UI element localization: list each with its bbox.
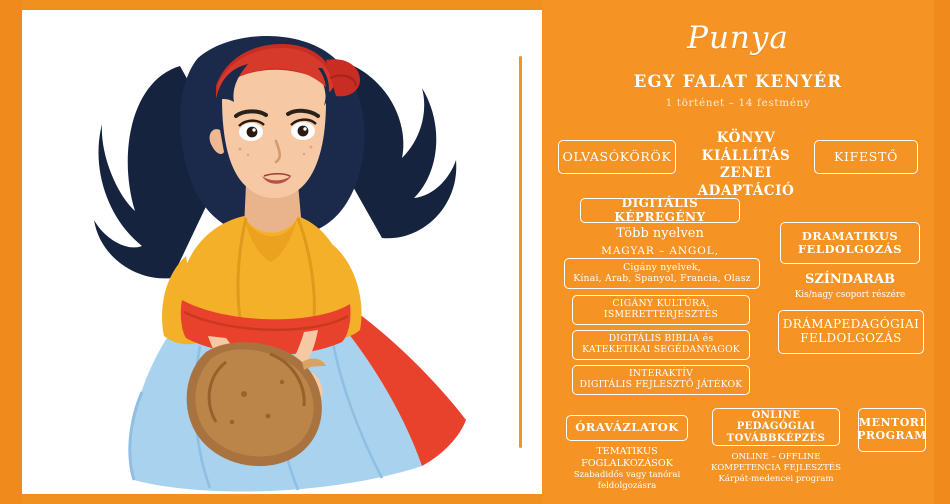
header-center-line1: KÖNYV: [716, 130, 776, 146]
dramatikus-line2: FELDOLGOZÁS: [797, 242, 903, 256]
header-center-group: [680, 130, 812, 200]
label-szindarab: SZÍNDARAB: [804, 272, 896, 287]
online-sub-line1: ONLINE – OFFLINE: [731, 452, 821, 462]
button-dramapedagogiai-feldolgozas[interactable]: [778, 310, 924, 354]
vertical-divider: [519, 56, 522, 448]
dramapedagogiai-line2: FELDOLGOZÁS: [800, 331, 902, 345]
header-center-line3: ZENEI ADAPTÁCIÓ: [697, 165, 795, 199]
cigany-nyelvek-line2: Kínai, Arab, Spanyol, Francia, Olasz: [573, 272, 751, 284]
interaktiv-line1: INTERAKTÍV: [628, 368, 694, 380]
button-digitalis-kepregeny[interactable]: DIGITÁLIS KÉPREGÉNY: [580, 198, 740, 223]
header-center-line2: KIÁLLÍTÁS: [701, 147, 791, 164]
online-sub-line3: Kárpát-medencei program: [718, 474, 834, 485]
label-tobb-nyelven: Több nyelven: [616, 226, 704, 241]
label-magyar-angol: MAGYAR – ANGOL,: [601, 245, 719, 257]
dramapedagogiai-line1: DRÁMAPEDAGÓGIAI: [782, 317, 920, 332]
cigany-kultura-line1: CIGÁNY KULTÚRA,: [612, 298, 710, 310]
frame-left: [0, 0, 22, 504]
button-digitalis-biblia[interactable]: [572, 330, 750, 360]
dramatikus-line1: DRAMATIKUS: [801, 228, 899, 243]
button-online-pedagogiai-tovabbkepzes[interactable]: [712, 408, 840, 446]
mentori-line2: PROGRAM: [857, 429, 927, 442]
label-tematikus-foglalkozasok: [556, 446, 698, 471]
label-szabadidos: [552, 470, 702, 492]
panel-subtitle-secondary: 1 történet – 14 festmény: [665, 97, 811, 109]
biblia-line2: KATEKETIKAI SEGÉDANYAGOK: [582, 344, 740, 355]
info-panel: [542, 0, 934, 504]
tematikus-line2: FOGLALKOZÁSOK: [581, 458, 673, 470]
illustration-girl-with-bread: [30, 6, 510, 498]
szabadidos-line2: feldolgozásra: [597, 481, 657, 492]
online-line2: PEDAGÓGIAI: [736, 421, 816, 433]
cigany-nyelvek-line1: Cigány nyelvek,: [623, 261, 701, 273]
button-mentori-program[interactable]: [858, 408, 926, 452]
szabadidos-line1: Szabadidős vagy tanórai: [573, 470, 681, 480]
online-line1: ONLINE: [751, 409, 801, 421]
label-online-sub: [704, 452, 848, 486]
online-line3: TOVÁBBKÉPZÉS: [726, 432, 826, 444]
button-interaktiv-jatekok[interactable]: [572, 365, 750, 395]
button-cigany-kultura[interactable]: [572, 295, 750, 325]
tematikus-line1: TEMATIKUS: [596, 446, 658, 457]
mentori-line1: MENTORI: [858, 416, 926, 430]
cigany-kultura-line2: ISMERETTERJESZTÉS: [603, 309, 719, 320]
button-kifesto[interactable]: KIFESTŐ: [814, 140, 918, 174]
label-szindarab-sub: Kis/nagy csoport részére: [794, 290, 906, 300]
interaktiv-line2: DIGITÁLIS FEJLESZTŐ JÁTÉKOK: [579, 379, 743, 390]
online-sub-line2: KOMPETENCIA FEJLESZTÉS: [711, 463, 841, 474]
panel-subtitle: EGY FALAT KENYÉR: [633, 72, 843, 91]
button-dramatikus-feldolgozas[interactable]: [780, 222, 920, 264]
biblia-line1: DIGITÁLIS BIBLIA és: [608, 333, 714, 345]
button-olvasokorok[interactable]: OLVASÓKÖRÖK: [558, 140, 676, 174]
brand-title: Punya: [687, 20, 789, 56]
frame-right: [934, 0, 950, 504]
button-cigany-nyelvek[interactable]: [564, 258, 760, 289]
button-oravazlatok[interactable]: ÓRAVÁZLATOK: [566, 415, 688, 441]
